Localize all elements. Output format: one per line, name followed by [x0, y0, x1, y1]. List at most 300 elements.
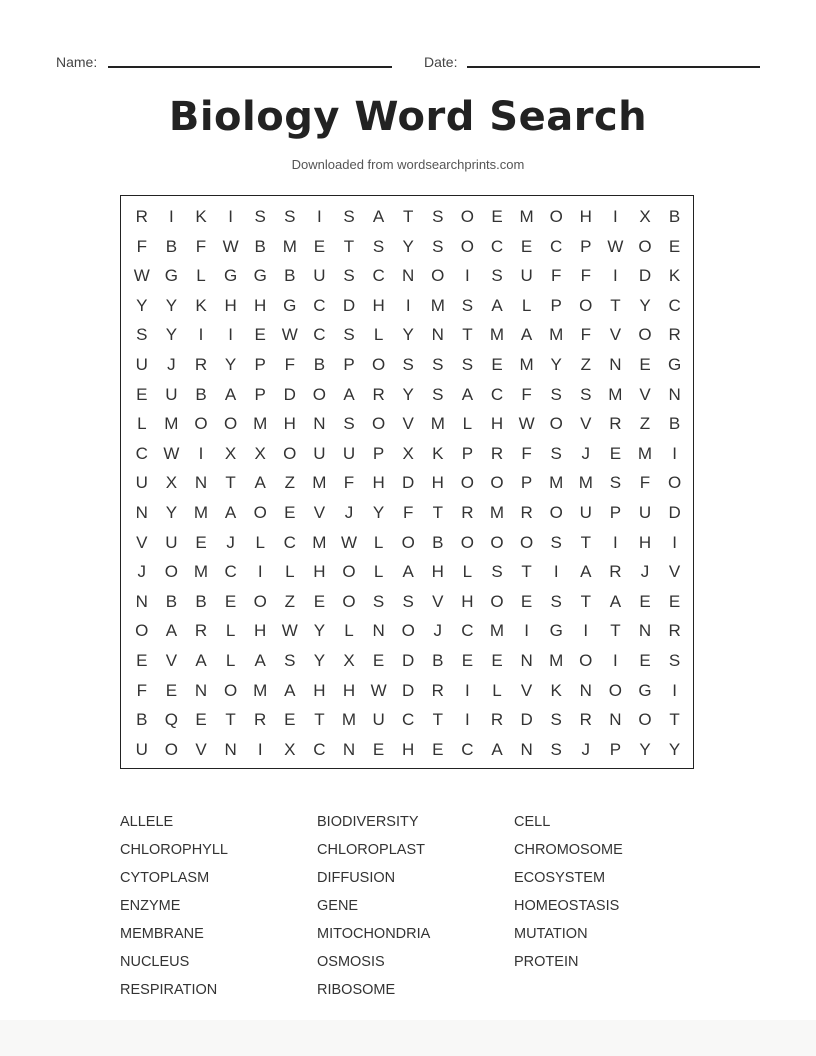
- grid-letter: K: [195, 295, 207, 315]
- grid-letter: L: [373, 562, 384, 582]
- grid-letter: S: [550, 591, 562, 611]
- grid-letter: A: [609, 591, 622, 611]
- grid-letter: E: [491, 651, 503, 670]
- grid-letter: Z: [580, 355, 591, 374]
- grid-letter: W: [222, 236, 239, 256]
- grid-letter: N: [668, 384, 681, 404]
- grid-letter: U: [638, 503, 652, 522]
- grid-letter: P: [550, 295, 562, 315]
- grid-letter: F: [580, 325, 591, 345]
- grid-letter: I: [613, 207, 618, 226]
- grid-letter: N: [402, 266, 415, 286]
- grid-letter: P: [254, 384, 266, 404]
- grid-letter: G: [164, 266, 178, 286]
- grid-letter: K: [550, 680, 562, 700]
- grid-letter: E: [639, 355, 651, 374]
- grid-letter: C: [461, 621, 474, 641]
- grid-letter: I: [405, 295, 411, 315]
- grid-letter: M: [430, 414, 445, 434]
- grid-letter: O: [579, 295, 593, 315]
- grid-letter: C: [313, 739, 326, 759]
- grid-letter: D: [402, 651, 415, 670]
- grid-letter: V: [313, 503, 326, 522]
- grid-letter: E: [313, 591, 326, 611]
- grid-letter: K: [195, 207, 207, 226]
- grid-letter: N: [520, 739, 533, 759]
- grid-letter: W: [163, 443, 180, 463]
- grid-letter: Q: [164, 710, 178, 730]
- grid-letter: O: [283, 443, 297, 463]
- grid-letter: H: [372, 295, 385, 315]
- grid-letter: H: [224, 295, 237, 315]
- grid-letter: E: [284, 503, 296, 522]
- grid-letter: V: [520, 680, 533, 700]
- grid-letter: S: [550, 384, 562, 404]
- grid-letter: X: [284, 739, 296, 759]
- word-list-item: CYTOPLASM: [120, 870, 210, 886]
- grid-row: [127, 676, 689, 706]
- grid-letter: O: [223, 680, 238, 700]
- grid-letter: S: [136, 325, 148, 345]
- grid-letter: I: [257, 739, 263, 759]
- grid-letter: Y: [402, 236, 414, 256]
- grid-letter: P: [461, 443, 474, 463]
- grid-letter: S: [432, 384, 444, 404]
- grid-letter: I: [672, 680, 677, 700]
- grid-row: [127, 232, 689, 262]
- grid-letter: K: [668, 266, 681, 286]
- grid-row: [127, 646, 689, 676]
- grid-letter: S: [343, 266, 355, 286]
- grid-letter: T: [432, 710, 443, 730]
- grid-row: [127, 202, 689, 232]
- grid-letter: D: [283, 384, 296, 404]
- grid-letter: T: [432, 503, 443, 522]
- grid-letter: S: [343, 325, 355, 345]
- grid-letter: O: [667, 473, 682, 493]
- grid-letter: V: [639, 384, 651, 404]
- grid-letter: I: [257, 562, 263, 582]
- grid-letter: N: [194, 680, 208, 700]
- grid-letter: E: [639, 651, 651, 670]
- grid-row: [127, 439, 689, 469]
- grid-letter: M: [312, 532, 327, 552]
- grid-letter: W: [370, 680, 387, 700]
- grid-letter: X: [254, 443, 266, 463]
- grid-letter: I: [553, 562, 559, 582]
- grid-letter: A: [402, 562, 414, 582]
- grid-letter: V: [609, 325, 622, 345]
- grid-letter: I: [228, 207, 233, 226]
- grid-letter: B: [313, 355, 326, 374]
- grid-letter: S: [668, 651, 681, 670]
- grid-letter: L: [462, 562, 473, 582]
- grid-letter: T: [580, 591, 591, 611]
- grid-letter: A: [195, 651, 207, 670]
- grid-letter: E: [372, 651, 385, 670]
- grid-letter: I: [198, 443, 204, 463]
- grid-letter: O: [490, 473, 504, 493]
- grid-letter: G: [667, 355, 682, 374]
- grid-letter: Y: [224, 355, 237, 374]
- grid-letter: N: [313, 414, 326, 434]
- grid-letter: U: [135, 739, 148, 759]
- grid-letter: H: [579, 207, 592, 226]
- grid-letter: E: [520, 591, 533, 611]
- grid-letter: S: [550, 443, 562, 463]
- grid-letter: O: [549, 503, 563, 522]
- grid-letter: W: [133, 266, 150, 286]
- grid-letter: B: [195, 591, 207, 611]
- grid-letter: Y: [639, 739, 651, 759]
- grid-letter: R: [372, 384, 385, 404]
- grid-letter: F: [580, 266, 591, 286]
- grid-row: [127, 380, 689, 410]
- grid-letter: G: [283, 295, 297, 315]
- grid-letter: H: [372, 473, 385, 493]
- grid-letter: I: [613, 651, 618, 670]
- word-list-item: CELL: [514, 814, 551, 830]
- grid-letter: F: [343, 473, 355, 493]
- grid-letter: R: [431, 680, 444, 700]
- grid-letter: T: [225, 710, 236, 730]
- grid-row: [127, 320, 689, 350]
- grid-letter: B: [668, 207, 681, 226]
- grid-letter: L: [137, 414, 147, 434]
- grid-row: [127, 409, 689, 439]
- word-list-item: ENZYME: [120, 898, 181, 914]
- grid-letter: M: [430, 295, 445, 315]
- grid-letter: X: [165, 473, 178, 493]
- grid-letter: S: [432, 236, 444, 256]
- grid-letter: H: [431, 562, 444, 582]
- grid-letter: S: [432, 355, 444, 374]
- grid-letter: M: [637, 443, 653, 463]
- word-list-item: CHROMOSOME: [514, 842, 623, 858]
- grid-letter: B: [432, 651, 444, 670]
- grid-letter: N: [135, 503, 148, 522]
- grid-letter: J: [137, 562, 147, 582]
- grid-letter: Y: [313, 651, 326, 670]
- grid-letter: I: [583, 621, 589, 641]
- grid-letter: S: [432, 207, 444, 226]
- grid-letter: S: [580, 384, 592, 404]
- grid-letter: H: [461, 591, 474, 611]
- grid-letter: S: [343, 414, 355, 434]
- grid-letter: X: [343, 651, 355, 670]
- grid-letter: P: [343, 355, 355, 374]
- grid-letter: O: [164, 562, 178, 582]
- grid-letter: T: [462, 325, 473, 345]
- grid-letter: U: [135, 473, 148, 493]
- grid-letter: E: [313, 236, 326, 256]
- grid-letter: U: [372, 710, 385, 730]
- grid-letter: O: [579, 651, 593, 670]
- grid-letter: R: [194, 621, 208, 641]
- grid-letter: E: [491, 207, 503, 226]
- grid-letter: O: [460, 473, 474, 493]
- word-list-item: MEMBRANE: [120, 926, 204, 942]
- grid-letter: N: [638, 621, 652, 641]
- grid-letter: O: [342, 562, 356, 582]
- grid-letter: M: [312, 473, 327, 493]
- grid-letter: N: [135, 591, 148, 611]
- grid-letter: Y: [313, 621, 326, 641]
- grid-letter: H: [254, 295, 267, 315]
- grid-letter: N: [431, 325, 444, 345]
- grid-letter: S: [550, 710, 562, 730]
- grid-letter: A: [461, 384, 474, 404]
- grid-letter: R: [668, 325, 681, 345]
- grid-letter: M: [489, 621, 505, 641]
- grid-letter: M: [608, 384, 623, 404]
- grid-letter: S: [609, 473, 622, 493]
- grid-letter: K: [432, 443, 444, 463]
- grid-letter: J: [581, 739, 591, 759]
- word-list-item: NUCLEUS: [120, 954, 190, 970]
- grid-letter: L: [196, 266, 206, 286]
- grid-letter: S: [550, 739, 562, 759]
- grid-letter: T: [580, 532, 591, 552]
- grid-letter: M: [549, 651, 564, 670]
- grid-letter: U: [313, 443, 326, 463]
- grid-letter: M: [341, 710, 357, 730]
- grid-row: [127, 557, 689, 587]
- word-list-item: OSMOSIS: [317, 954, 385, 970]
- grid-letter: O: [638, 236, 652, 256]
- grid-letter: O: [490, 591, 504, 611]
- grid-row: [127, 587, 689, 617]
- grid-letter: A: [372, 207, 385, 226]
- grid-letter: M: [164, 414, 179, 434]
- grid-letter: O: [608, 680, 622, 700]
- grid-letter: L: [521, 295, 532, 315]
- grid-letter: O: [401, 532, 415, 552]
- grid-letter: D: [342, 295, 356, 315]
- grid-letter: S: [461, 355, 474, 374]
- grid-letter: O: [135, 621, 149, 641]
- word-list-item: MITOCHONDRIA: [317, 926, 431, 942]
- word-list-item: ECOSYSTEM: [514, 870, 606, 886]
- grid-letter: I: [613, 266, 618, 286]
- grid-letter: U: [135, 355, 148, 374]
- word-list-item: PROTEIN: [514, 954, 579, 970]
- page-subtitle: Downloaded from wordsearchprints.com: [291, 157, 525, 172]
- date-line: [467, 66, 760, 68]
- grid-letter: C: [283, 532, 296, 552]
- grid-letter: Y: [550, 355, 562, 374]
- grid-letter: S: [284, 651, 296, 670]
- grid-letter: G: [253, 266, 267, 286]
- name-label: Name:: [56, 54, 98, 70]
- grid-letter: E: [254, 325, 266, 345]
- grid-letter: G: [549, 621, 563, 641]
- grid-letter: B: [165, 591, 178, 611]
- grid-letter: F: [402, 503, 414, 522]
- grid-letter: Z: [284, 473, 295, 493]
- grid-letter: P: [520, 473, 533, 493]
- grid-letter: H: [254, 621, 267, 641]
- grid-letter: R: [490, 443, 504, 463]
- grid-letter: W: [281, 325, 298, 345]
- word-list-item: HOMEOSTASIS: [514, 898, 620, 914]
- grid-row: [127, 528, 689, 558]
- grid-letter: L: [373, 325, 384, 345]
- grid-letter: N: [224, 739, 237, 759]
- grid-letter: E: [639, 591, 651, 611]
- grid-letter: C: [490, 236, 504, 256]
- grid-letter: E: [668, 591, 681, 611]
- grid-letter: H: [342, 680, 356, 700]
- grid-letter: V: [136, 532, 148, 552]
- grid-letter: N: [609, 355, 622, 374]
- grid-letter: E: [432, 739, 444, 759]
- grid-letter: O: [549, 414, 563, 434]
- grid-letter: S: [402, 355, 414, 374]
- grid-letter: O: [431, 266, 445, 286]
- grid-letter: G: [223, 266, 238, 286]
- name-line: [108, 66, 392, 68]
- grid-letter: R: [668, 621, 681, 641]
- grid-letter: B: [195, 384, 207, 404]
- word-list-item: RIBOSOME: [317, 982, 396, 998]
- grid-letter: I: [228, 325, 233, 345]
- grid-letter: A: [224, 503, 237, 522]
- word-list-item: MUTATION: [514, 926, 588, 942]
- grid-letter: M: [549, 325, 564, 345]
- grid-letter: H: [431, 473, 444, 493]
- grid-letter: T: [521, 562, 532, 582]
- grid-letter: A: [165, 621, 178, 641]
- grid-letter: Y: [136, 295, 148, 315]
- grid-letter: J: [167, 355, 176, 374]
- grid-letter: L: [225, 651, 236, 670]
- grid-letter: F: [521, 443, 532, 463]
- grid-letter: U: [165, 384, 178, 404]
- grid-letter: U: [342, 443, 356, 463]
- grid-letter: R: [194, 355, 208, 374]
- grid-letter: A: [491, 295, 503, 315]
- grid-letter: V: [402, 414, 414, 434]
- grid-letter: I: [169, 207, 174, 226]
- grid-letter: W: [340, 532, 357, 552]
- grid-letter: D: [402, 473, 415, 493]
- grid-letter: B: [136, 710, 148, 730]
- grid-letter: L: [285, 562, 295, 582]
- word-list-item: RESPIRATION: [120, 982, 218, 998]
- grid-letter: E: [136, 651, 148, 670]
- grid-letter: A: [254, 473, 266, 493]
- grid-letter: L: [462, 414, 473, 434]
- grid-letter: R: [579, 710, 592, 730]
- grid-row: [127, 291, 689, 321]
- grid-letter: I: [672, 532, 677, 552]
- grid-letter: E: [165, 680, 178, 700]
- grid-letter: C: [313, 325, 326, 345]
- grid-letter: H: [638, 532, 652, 552]
- grid-letter: B: [432, 532, 444, 552]
- date-label: Date:: [424, 54, 458, 70]
- grid-letter: N: [579, 680, 592, 700]
- grid-letter: N: [342, 739, 356, 759]
- grid-letter: T: [610, 295, 621, 315]
- grid-letter: X: [224, 443, 237, 463]
- grid-letter: V: [195, 739, 207, 759]
- word-list-item: DIFFUSION: [317, 870, 396, 886]
- grid-letter: X: [402, 443, 414, 463]
- word-list-item: ALLELE: [120, 814, 174, 830]
- grid-letter: U: [520, 266, 533, 286]
- grid-letter: O: [638, 710, 652, 730]
- grid-letter: M: [282, 236, 297, 256]
- grid-letter: N: [372, 621, 385, 641]
- grid-letter: H: [313, 680, 326, 700]
- grid-letter: D: [520, 710, 533, 730]
- grid-letter: O: [342, 591, 356, 611]
- word-list-item: BIODIVERSITY: [317, 814, 419, 830]
- grid-letter: U: [165, 532, 178, 552]
- grid-letter: A: [284, 680, 296, 700]
- grid-row: [127, 735, 689, 765]
- grid-letter: N: [520, 651, 533, 670]
- grid-row: [127, 350, 689, 380]
- grid-letter: Z: [639, 414, 651, 434]
- grid-letter: Y: [165, 503, 178, 522]
- grid-letter: L: [344, 621, 354, 641]
- grid-letter: M: [489, 503, 505, 522]
- grid-letter: R: [490, 710, 504, 730]
- grid-letter: J: [433, 621, 443, 641]
- grid-letter: C: [313, 295, 326, 315]
- grid-letter: H: [490, 414, 504, 434]
- grid-row: [127, 261, 689, 291]
- grid-letter: O: [460, 532, 474, 552]
- grid-letter: S: [491, 562, 503, 582]
- grid-letter: Y: [165, 295, 178, 315]
- grid-letter: E: [284, 710, 296, 730]
- grid-letter: O: [519, 532, 534, 552]
- grid-letter: J: [581, 443, 591, 463]
- grid-letter: I: [317, 207, 322, 226]
- grid-letter: O: [460, 236, 474, 256]
- grid-letter: M: [578, 473, 593, 493]
- grid-letter: L: [492, 680, 502, 700]
- grid-letter: S: [372, 236, 385, 256]
- grid-letter: B: [668, 414, 681, 434]
- grid-letter: M: [253, 414, 268, 434]
- grid-letter: D: [668, 503, 681, 522]
- grid-letter: C: [461, 739, 474, 759]
- grid-letter: F: [550, 266, 562, 286]
- grid-letter: M: [549, 473, 564, 493]
- grid-letter: F: [136, 236, 147, 256]
- grid-letter: F: [136, 680, 147, 700]
- grid-letter: W: [518, 414, 535, 434]
- grid-letter: C: [668, 295, 681, 315]
- grid-letter: H: [283, 414, 296, 434]
- grid-letter: V: [580, 414, 592, 434]
- grid-letter: N: [609, 710, 622, 730]
- grid-letter: H: [313, 562, 326, 582]
- grid-letter: O: [460, 207, 474, 226]
- grid-letter: Y: [372, 503, 385, 522]
- grid-letter: M: [193, 503, 209, 522]
- letter-grid: [120, 195, 694, 769]
- grid-letter: M: [489, 325, 505, 345]
- grid-letter: O: [253, 591, 267, 611]
- grid-letter: O: [194, 414, 208, 434]
- grid-letter: I: [465, 266, 470, 286]
